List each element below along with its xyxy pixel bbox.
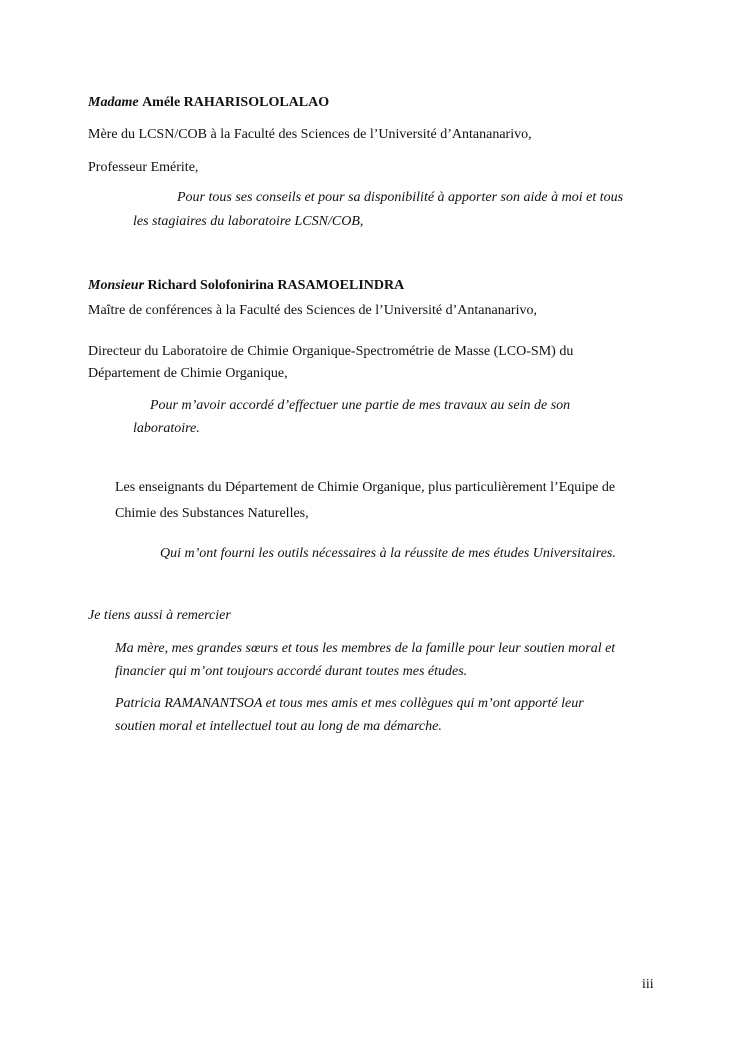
recipient-1-thanks-line-2: les stagiaires du laboratoire LCSN/COB, — [133, 214, 364, 229]
teachers-line-1: Les enseignants du Département de Chimie Organique, plus particulièrement l’Equipe de — [115, 480, 616, 495]
recipient-1-title: Madame — [88, 95, 139, 110]
recipient-1-thanks-line-1: Pour tous ses conseils et pour sa disponibilité à apporter son aide à moi et tous — [177, 190, 624, 205]
recipient-2-director-line-2: Département de Chimie Organique, — [88, 366, 288, 381]
family-thanks-line-2: financier qui m’ont toujours accordé durant toutes mes études. — [115, 664, 468, 679]
recipient-2-name: Richard Solofonirina RASAMOELINDRA — [147, 278, 405, 293]
page-number: iii — [642, 977, 654, 992]
recipient-1-role: Mère du LCSN/COB à la Faculté des Sciences de l’Université d’Antananarivo, — [88, 127, 532, 142]
recipient-1-rank: Professeur Emérite, — [88, 160, 199, 175]
recipient-2-thanks-line-1: Pour m’avoir accordé d’effectuer une partie de mes travaux au sein de son — [150, 398, 571, 413]
teachers-thanks: Qui m’ont fourni les outils nécessaires à la réussite de mes études Universitaires. — [160, 546, 616, 561]
recipient-1-name: Améle RAHARISOLOLALAO — [142, 95, 330, 110]
family-thanks-line-1: Ma mère, mes grandes sœurs et tous les membres de la famille pour leur soutien moral et — [115, 641, 616, 656]
teachers-line-2: Chimie des Substances Naturelles, — [115, 506, 309, 521]
recipient-2-title: Monsieur — [88, 278, 145, 293]
recipient-2-thanks-line-2: laboratoire. — [133, 421, 200, 436]
recipient-1-heading — [88, 94, 329, 111]
recipient-2-heading — [88, 277, 404, 294]
friends-thanks-line-2: soutien moral et intellectuel tout au long de ma démarche. — [115, 719, 442, 734]
recipient-2-role: Maître de conférences à la Faculté des Sciences de l’Université d’Antananarivo, — [88, 303, 537, 318]
also-thank-heading: Je tiens aussi à remercier — [88, 608, 231, 623]
friends-thanks-line-1: Patricia RAMANANTSOA et tous mes amis et mes collègues qui m’ont apporté leur — [115, 696, 584, 711]
recipient-2-director-line-1: Directeur du Laboratoire de Chimie Organique-Spectrométrie de Masse (LCO-SM) du — [88, 344, 574, 359]
